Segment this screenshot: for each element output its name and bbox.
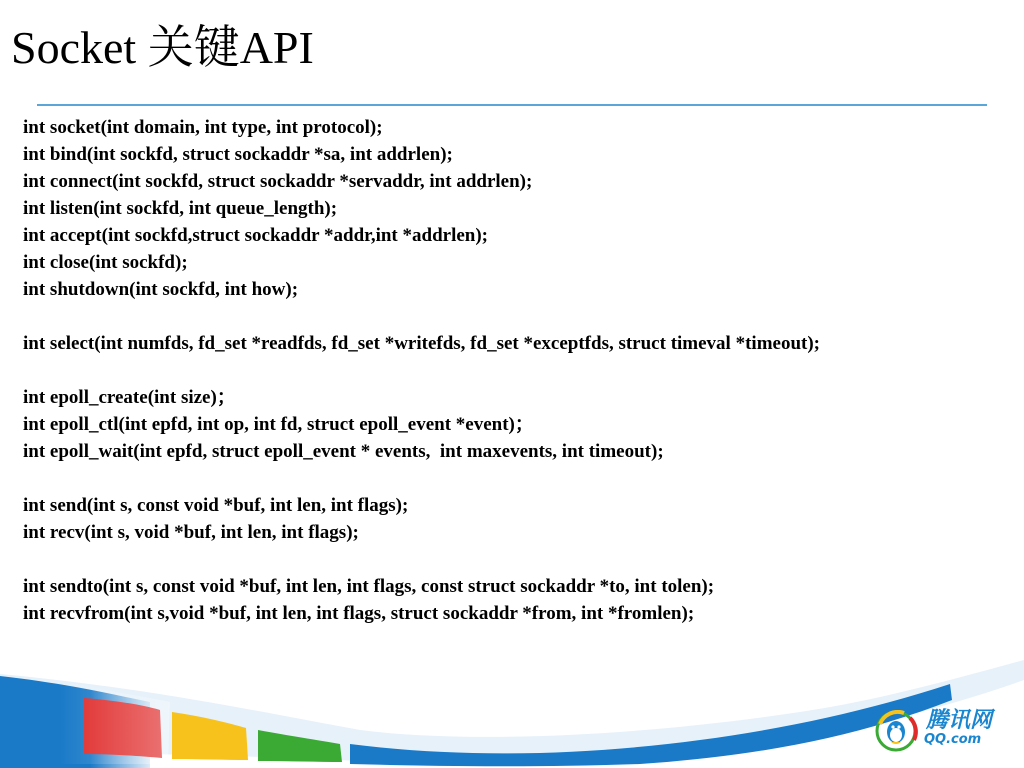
code-line-close: int close(int sockfd); (23, 252, 188, 273)
qq-penguin-icon (874, 710, 918, 752)
code-listing (23, 111, 1003, 624)
code-line-accept: int accept(int sockfd,struct sockaddr *addr,int *addrlen); (23, 225, 488, 246)
code-line-epoll-wait: int epoll_wait(int epfd, struct epoll_event * events, int maxevents, int timeout); (23, 441, 664, 462)
code-line-bind: int bind(int sockfd, struct sockaddr *sa, int addrlen); (23, 144, 453, 165)
code-line-recvfrom: int recvfrom(int s,void *buf, int len, int flags, struct sockaddr *from, int *fromlen); (23, 603, 695, 624)
spacer (23, 543, 1003, 570)
code-line-select: int select(int numfds, fd_set *readfds, fd_set *writefds, fd_set *exceptfds, struct timeval *timeout); (23, 333, 820, 354)
stripe-highlight (60, 680, 170, 764)
code-line-recv: int recv(int s, void *buf, int len, int flags); (23, 522, 359, 543)
logo-domain: QQ.com (924, 732, 982, 747)
logo-name: 腾讯网 (926, 708, 993, 733)
spacer (23, 462, 1003, 489)
spacer (23, 300, 1003, 327)
decorative-swoosh (0, 640, 1024, 768)
code-line-sendto: int sendto(int s, const void *buf, int len, int flags, const struct sockaddr *to, int tolen); (23, 576, 715, 597)
code-line-socket: int socket(int domain, int type, int protocol); (23, 117, 383, 138)
code-line-send: int send(int s, const void *buf, int len, int flags); (23, 495, 409, 516)
slide-title: Socket 关键API (11, 22, 314, 73)
code-line-connect: int connect(int sockfd, struct sockaddr *servaddr, int addrlen); (23, 171, 533, 192)
spacer (23, 354, 1003, 381)
code-line-shutdown: int shutdown(int sockfd, int how); (23, 279, 299, 300)
title-divider (37, 104, 987, 106)
code-line-epoll-ctl: int epoll_ctl(int epfd, int op, int fd, struct epoll_event *event)； (23, 414, 534, 435)
qq-logo (874, 708, 1014, 754)
code-line-listen: int listen(int sockfd, int queue_length); (23, 198, 338, 219)
stripe-blue (350, 684, 952, 766)
code-line-epoll-create: int epoll_create(int size)； (23, 387, 236, 408)
